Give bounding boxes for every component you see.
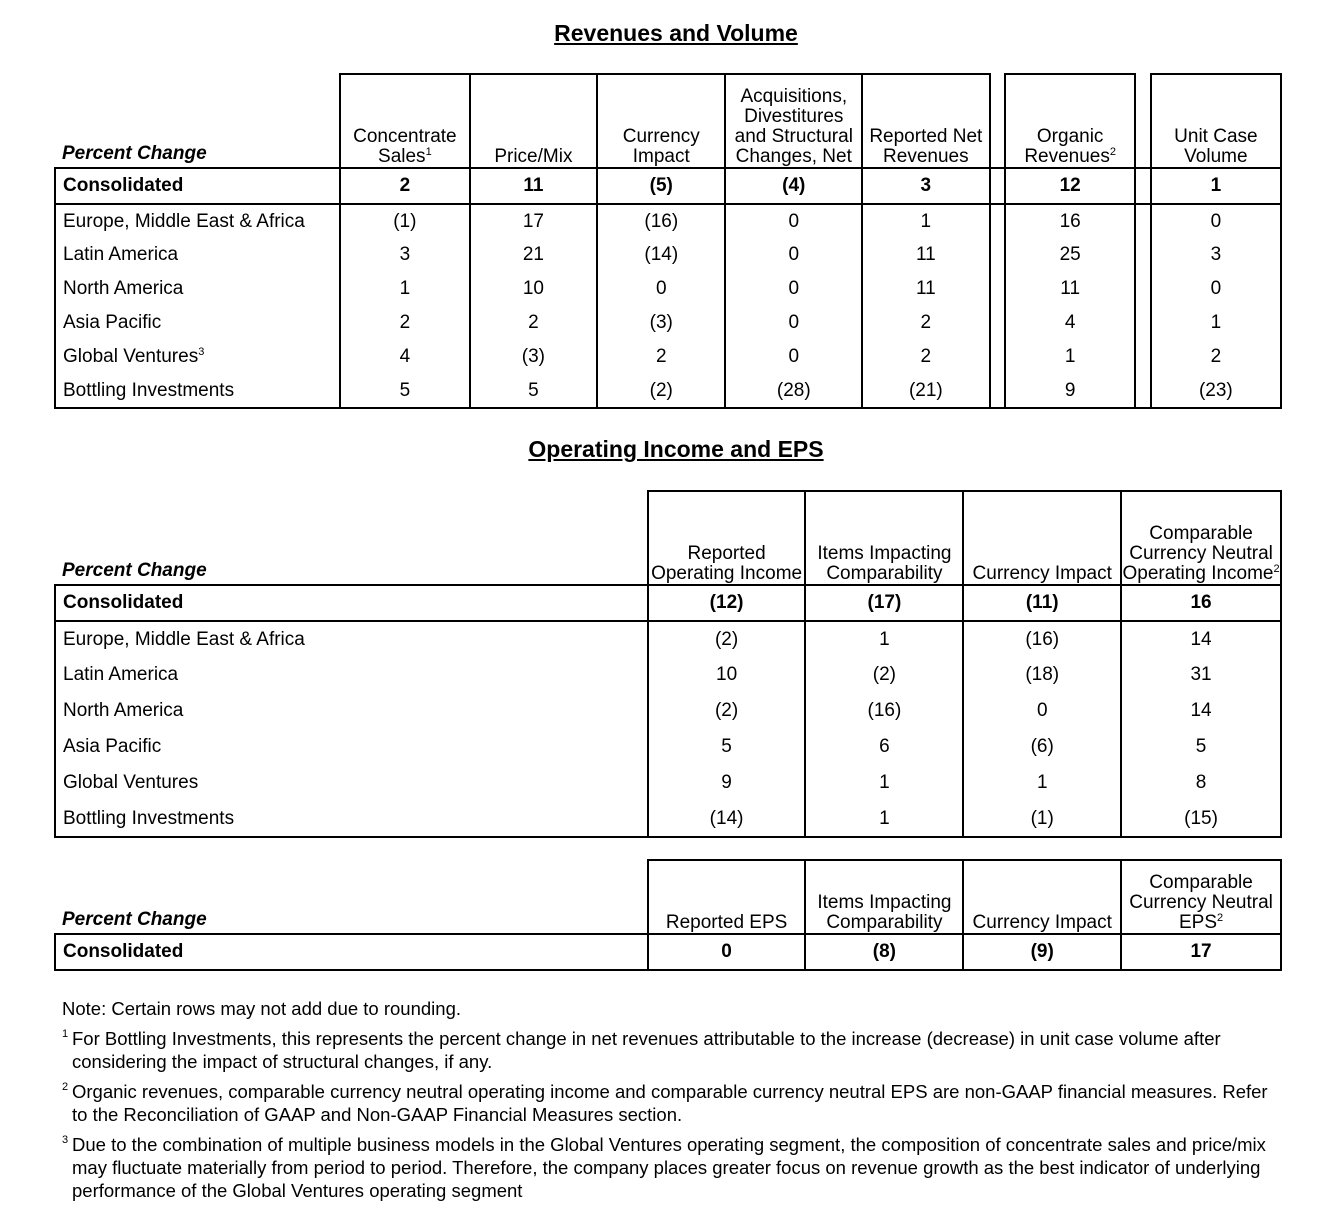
row-label: Asia Pacific bbox=[55, 729, 648, 765]
table-cell: 0 bbox=[1151, 204, 1281, 238]
table-cell: (15) bbox=[1121, 801, 1281, 837]
col-reported-net-revenues: Reported Net Revenues bbox=[862, 74, 989, 168]
table-cell: 4 bbox=[1005, 306, 1135, 340]
table-row bbox=[55, 585, 1281, 621]
revenues-title: Revenues and Volume bbox=[554, 20, 798, 46]
table-cell: (23) bbox=[1151, 374, 1281, 408]
table-cell: (1) bbox=[963, 801, 1121, 837]
table-cell: 8 bbox=[1121, 765, 1281, 801]
table-cell: 1 bbox=[963, 765, 1121, 801]
col-reported-eps: Reported EPS bbox=[648, 860, 806, 934]
row-label: North America bbox=[55, 693, 648, 729]
table-cell: 14 bbox=[1121, 693, 1281, 729]
table-cell: 0 bbox=[1151, 272, 1281, 306]
table-cell: 17 bbox=[1121, 934, 1281, 970]
table-cell: 2 bbox=[862, 306, 989, 340]
row-label: North America bbox=[55, 272, 340, 306]
row-label: Consolidated bbox=[55, 168, 340, 204]
table-cell: (14) bbox=[597, 238, 725, 272]
row-label: Latin America bbox=[55, 238, 340, 272]
table-cell: (21) bbox=[862, 374, 989, 408]
table-cell: 11 bbox=[470, 168, 597, 204]
table-cell: (2) bbox=[805, 657, 963, 693]
col-op-currency-impact: Currency Impact bbox=[963, 491, 1121, 585]
table-cell: 2 bbox=[470, 306, 597, 340]
table-cell: 17 bbox=[470, 204, 597, 238]
table-cell: 11 bbox=[1005, 272, 1135, 306]
table-cell: 3 bbox=[862, 168, 989, 204]
table-row bbox=[55, 657, 1281, 693]
table-row bbox=[55, 801, 1281, 837]
table-row bbox=[55, 238, 1281, 272]
table-cell: 9 bbox=[1005, 374, 1135, 408]
table-cell: 10 bbox=[648, 657, 806, 693]
row-label: Europe, Middle East & Africa bbox=[55, 204, 340, 238]
table-cell: 10 bbox=[470, 272, 597, 306]
table-cell: (14) bbox=[648, 801, 806, 837]
table-cell: 25 bbox=[1005, 238, 1135, 272]
eps-row-header: Percent Change bbox=[62, 909, 207, 930]
table-cell: (8) bbox=[805, 934, 963, 970]
row-label: Global Ventures$^3$ bbox=[55, 340, 340, 374]
table-cell: 1 bbox=[805, 621, 963, 657]
footnote-2: 2 Organic revenues, comparable currency neutral operating income and comparable currency neutral EPS are non-GAAP financial measures. Refer to the Reconciliation of GAAP and Non-GAAP Financial Measures section. bbox=[62, 1081, 1268, 1125]
table-cell: 12 bbox=[1005, 168, 1135, 204]
table-cell: (1) bbox=[340, 204, 470, 238]
col-price-mix: Price/Mix bbox=[470, 74, 597, 168]
table-cell: 31 bbox=[1121, 657, 1281, 693]
table-row bbox=[55, 374, 1281, 408]
eps-table bbox=[54, 859, 1282, 971]
col-currency-impact: Currency Impact bbox=[597, 74, 725, 168]
table-row bbox=[55, 306, 1281, 340]
table-cell: (16) bbox=[805, 693, 963, 729]
table-cell: 9 bbox=[648, 765, 806, 801]
table-cell: 0 bbox=[725, 238, 862, 272]
table-cell: 2 bbox=[862, 340, 989, 374]
table-cell: (3) bbox=[470, 340, 597, 374]
row-label: Bottling Investments bbox=[55, 374, 340, 408]
table-row bbox=[55, 621, 1281, 657]
table-cell: 4 bbox=[340, 340, 470, 374]
revenues-row-header: Percent Change bbox=[62, 143, 207, 164]
table-cell: 1 bbox=[805, 801, 963, 837]
row-label: Global Ventures bbox=[55, 765, 648, 801]
table-cell: (3) bbox=[597, 306, 725, 340]
table-cell: (5) bbox=[597, 168, 725, 204]
table-row bbox=[55, 168, 1281, 204]
table-cell: 3 bbox=[340, 238, 470, 272]
row-label: Bottling Investments bbox=[55, 801, 648, 837]
table-cell: 16 bbox=[1005, 204, 1135, 238]
table-cell: 11 bbox=[862, 238, 989, 272]
row-label: Latin America bbox=[55, 657, 648, 693]
col-eps-currency-impact: Currency Impact bbox=[963, 860, 1121, 934]
table-cell: (28) bbox=[725, 374, 862, 408]
col-items-impacting-comparability: Items Impacting Comparability bbox=[805, 491, 963, 585]
table-cell: (2) bbox=[648, 621, 806, 657]
table-cell: (17) bbox=[805, 585, 963, 621]
table-cell: 1 bbox=[805, 765, 963, 801]
col-comparable-currency-neutral-oi: Comparable Currency Neutral Operating Income$^2$ bbox=[1121, 491, 1281, 585]
col-reported-operating-income: Reported Operating Income bbox=[648, 491, 806, 585]
table-row bbox=[55, 729, 1281, 765]
table-cell: 5 bbox=[1121, 729, 1281, 765]
row-label: Consolidated bbox=[55, 585, 648, 621]
table-cell: 6 bbox=[805, 729, 963, 765]
revenues-table bbox=[54, 73, 1282, 409]
table-cell: (12) bbox=[648, 585, 806, 621]
table-row bbox=[55, 765, 1281, 801]
operating-row-header: Percent Change bbox=[62, 560, 207, 581]
table-cell: 1 bbox=[340, 272, 470, 306]
table-cell: (6) bbox=[963, 729, 1121, 765]
row-label: Europe, Middle East & Africa bbox=[55, 621, 648, 657]
table-cell: 2 bbox=[340, 306, 470, 340]
col-unit-case-volume: Unit Case Volume bbox=[1151, 74, 1281, 168]
table-cell: 1 bbox=[1151, 168, 1281, 204]
table-row bbox=[55, 272, 1281, 306]
col-eps-items-impacting-comparability: Items Impacting Comparability bbox=[805, 860, 963, 934]
table-cell: (11) bbox=[963, 585, 1121, 621]
footnote-1: 1 For Bottling Investments, this represents the percent change in net revenues attributable to the increase (decrease) in unit case volume after considering the impact of structural changes, if any. bbox=[62, 1028, 1221, 1072]
row-label: Consolidated bbox=[55, 934, 648, 970]
table-cell: 5 bbox=[340, 374, 470, 408]
table-cell: 0 bbox=[597, 272, 725, 306]
table-cell: 0 bbox=[725, 306, 862, 340]
table-row bbox=[55, 934, 1281, 970]
rounding-note: Note: Certain rows may not add due to rounding. bbox=[62, 998, 462, 1019]
table-cell: 1 bbox=[1151, 306, 1281, 340]
col-acquisitions-divestitures: Acquisitions, Divestitures and Structural Changes, Net bbox=[725, 74, 862, 168]
col-organic-revenues: Organic Revenues$^2$ bbox=[1005, 74, 1135, 168]
table-cell: 0 bbox=[725, 340, 862, 374]
operating-title: Operating Income and EPS bbox=[528, 436, 824, 462]
table-cell: (16) bbox=[597, 204, 725, 238]
row-label: Asia Pacific bbox=[55, 306, 340, 340]
table-cell: 5 bbox=[648, 729, 806, 765]
col-comparable-currency-neutral-eps: Comparable Currency Neutral EPS$^2$ bbox=[1121, 860, 1281, 934]
table-cell: 1 bbox=[1005, 340, 1135, 374]
table-cell: 16 bbox=[1121, 585, 1281, 621]
table-cell: (16) bbox=[963, 621, 1121, 657]
col-concentrate-sales: Concentrate Sales$^1$ bbox=[340, 74, 470, 168]
table-row bbox=[55, 340, 1281, 374]
table-cell: (4) bbox=[725, 168, 862, 204]
table-cell: 11 bbox=[862, 272, 989, 306]
table-cell: (2) bbox=[648, 693, 806, 729]
table-cell: 0 bbox=[648, 934, 806, 970]
footnote-3: 3 Due to the combination of multiple business models in the Global Ventures operating segment, the composition of concentrate sales and price/mix may fluctuate materially from period to period. Therefore, the company places greater focus on revenue growth as the best indicator of underlying performance of the Global Ventures operating segment bbox=[62, 1134, 1266, 1201]
table-cell: (18) bbox=[963, 657, 1121, 693]
table-cell: 21 bbox=[470, 238, 597, 272]
table-cell: 0 bbox=[725, 272, 862, 306]
table-cell: 0 bbox=[725, 204, 862, 238]
table-cell: 2 bbox=[1151, 340, 1281, 374]
table-cell: 5 bbox=[470, 374, 597, 408]
table-cell: 1 bbox=[862, 204, 989, 238]
table-cell: (2) bbox=[597, 374, 725, 408]
operating-income-table bbox=[54, 490, 1282, 838]
footnotes bbox=[62, 997, 1282, 1209]
table-row bbox=[55, 693, 1281, 729]
table-cell: (9) bbox=[963, 934, 1121, 970]
table-row bbox=[55, 204, 1281, 238]
table-cell: 2 bbox=[340, 168, 470, 204]
table-cell: 0 bbox=[963, 693, 1121, 729]
table-cell: 14 bbox=[1121, 621, 1281, 657]
table-cell: 3 bbox=[1151, 238, 1281, 272]
table-cell: 2 bbox=[597, 340, 725, 374]
